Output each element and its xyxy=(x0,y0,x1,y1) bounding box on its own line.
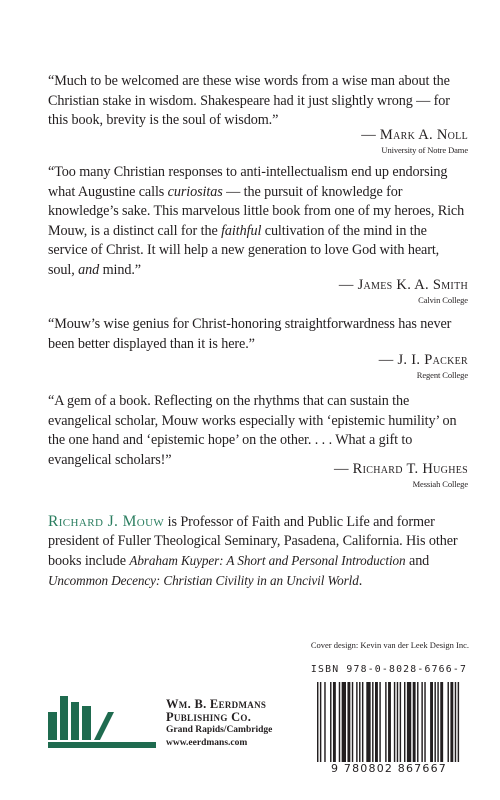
author-name: Richard J. Mouw xyxy=(48,513,165,530)
bio-text: is Professor of Faith and Public Life and former president of Fuller Theological Seminary, Pasadena, California. His other books include xyxy=(48,514,458,569)
eerdmans-books-logo xyxy=(48,690,158,750)
book-title: Uncommon Decency: Christian Civility in an Uncivil World xyxy=(48,573,359,588)
barcode-digits: 9 780802 867667 xyxy=(309,762,469,775)
author-bio-text xyxy=(48,512,466,591)
endorsement-attribution xyxy=(48,353,468,383)
cover-credit: Cover design: Kevin van der Leek Design Inc. xyxy=(310,640,469,650)
endorser-name: — Richard T. Hughes xyxy=(333,461,468,477)
endorsement-attribution xyxy=(48,278,468,308)
endorsement-noll xyxy=(48,72,468,158)
endorsement-packer xyxy=(48,315,468,383)
endorser-name: — James K. A. Smith xyxy=(338,277,468,293)
endorser-name: — J. I. Packer xyxy=(378,352,468,368)
endorsement-attribution xyxy=(48,128,468,158)
publisher-location: Grand Rapids/Cambridge xyxy=(166,725,273,735)
bio-text: and xyxy=(405,553,430,569)
quote-text: — the pursuit of knowledge for knowledge’s sake. This marvelous little book from one of my heroes, Rich Mouw, is a distinct call for the xyxy=(48,183,465,239)
publisher-name: Wm. B. Eerdmans xyxy=(166,697,267,711)
quote-text: “Too many Christian responses to anti-intellectualism end up endorsing what Augustine calls xyxy=(48,164,448,200)
quote-text: mind.” xyxy=(99,261,141,278)
endorser-affiliation: Messiah College xyxy=(412,479,468,489)
publisher-info xyxy=(166,698,272,750)
endorsement-hughes xyxy=(48,392,468,492)
publisher-name-line2: Publishing Co. xyxy=(166,710,252,724)
endorser-name: — Mark A. Noll xyxy=(361,126,468,143)
endorser-affiliation: Calvin College xyxy=(418,295,468,305)
quote-italic: curiositas xyxy=(167,183,223,200)
quote-text: cultivation of the mind in the service of Christ. It will help a new generation to love God with heart, soul, xyxy=(48,222,440,278)
isbn-label: ISBN 978-0-8028-6766-7 xyxy=(310,664,468,675)
isbn-barcode xyxy=(309,680,469,774)
endorsement-quote: “Mouw’s wise genius for Christ-honoring straightforwardness has never been better displayed than it is here.” xyxy=(48,316,452,352)
endorsement-smith xyxy=(48,163,468,308)
endorsement-quote: “A gem of a book. Reflecting on the rhythms that can sustain the evangelical scholar, Mouw works especially with ‘epistemic humility’ on the one hand and ‘epistemic hope’ on the other. . . . What a gift to evangelical scholars!” xyxy=(48,393,457,468)
author-bio xyxy=(48,512,466,591)
endorsement-quote: “Much to be welcomed are these wise words from a wise man about the Christian stake in wisdom. Shakespeare had it just slightly wrong — for this book, brevity is the soul of wisdom.” xyxy=(48,73,450,128)
endorsement-quote xyxy=(48,163,468,280)
publisher-website: www.eerdmans.com xyxy=(166,738,248,748)
quote-italic: and xyxy=(78,261,100,278)
endorser-affiliation: University of Notre Dame xyxy=(381,144,468,155)
quote-italic: faithful xyxy=(221,222,262,239)
endorser-affiliation: Regent College xyxy=(416,370,468,380)
bio-text: . xyxy=(358,573,363,589)
book-title: Abraham Kuyper: A Short and Personal Introduction xyxy=(129,553,406,568)
